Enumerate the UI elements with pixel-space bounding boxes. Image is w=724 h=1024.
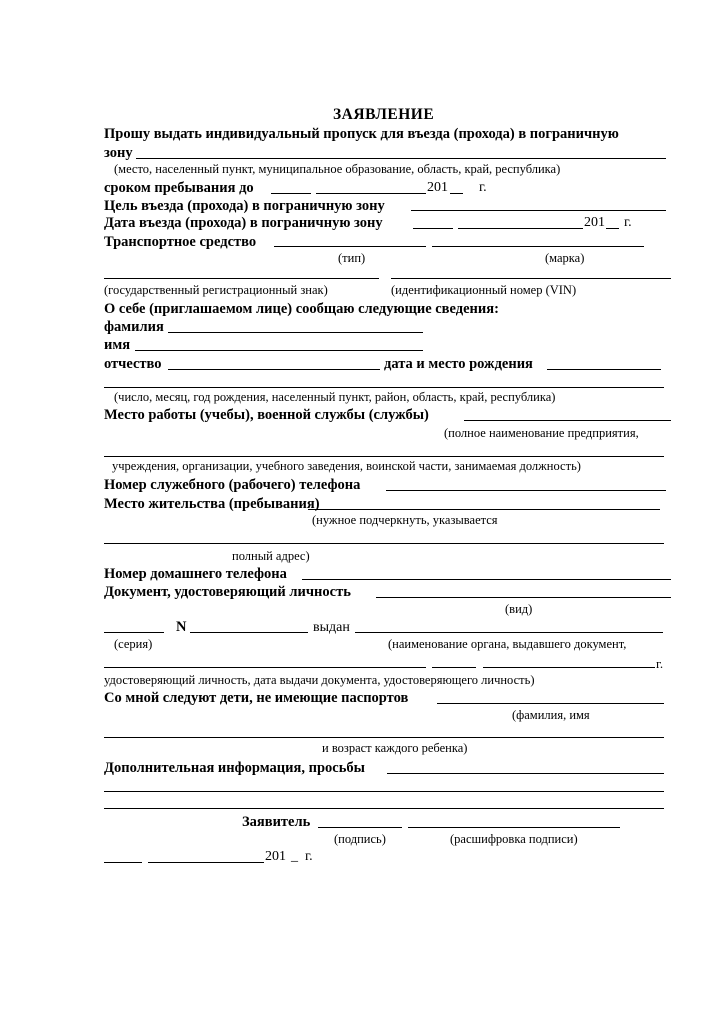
vin-hint: (идентификационный номер (VIN) <box>391 283 577 297</box>
issue-month-year-line[interactable] <box>483 667 655 668</box>
app-year-prefix: 201 <box>265 849 286 864</box>
surname-label: фамилия <box>104 319 164 335</box>
work-hint-2: учреждения, организации, учебного заведения, воинской части, занимаемая должность) <box>112 459 581 473</box>
surname-field-line[interactable] <box>168 332 423 333</box>
purpose-label: Цель въезда (прохода) в пограничную зону <box>104 198 385 214</box>
residence-hint-1: (нужное подчеркнуть, указывается <box>312 513 498 527</box>
vehicle-label: Транспортное средство <box>104 234 257 250</box>
birth-field-line[interactable] <box>547 369 661 370</box>
stay-month-line[interactable] <box>316 193 426 194</box>
regnum-line[interactable] <box>104 278 379 279</box>
patronymic-field-line[interactable] <box>168 369 380 370</box>
id-doc-field-line[interactable] <box>376 597 671 598</box>
entry-month-line[interactable] <box>458 228 583 229</box>
issued-label: выдан <box>313 620 350 635</box>
stay-year-prefix: 201 <box>427 180 448 195</box>
additional-field-line-2[interactable] <box>104 791 664 792</box>
additional-field-line-3[interactable] <box>104 808 664 809</box>
series-hint: (серия) <box>114 637 153 651</box>
children-hint-2: и возраст каждого ребенка) <box>322 741 468 755</box>
signature-hint: (подпись) <box>334 832 386 846</box>
additional-field-line[interactable] <box>387 773 664 774</box>
home-phone-label: Номер домашнего телефона <box>104 566 287 582</box>
stay-day-line[interactable] <box>271 193 311 194</box>
additional-label: Дополнительная информация, просьбы <box>104 760 365 776</box>
name-label: имя <box>104 337 131 353</box>
residence-hint-2: полный адрес) <box>232 549 310 563</box>
signature-decode-line[interactable] <box>408 827 620 828</box>
decode-hint: (расшифровка подписи) <box>450 832 578 846</box>
kind-hint: (вид) <box>505 602 533 616</box>
work-phone-label: Номер служебного (рабочего) телефона <box>104 477 361 493</box>
issuer-hint: (наименование органа, выдавшего документ, <box>388 637 627 651</box>
id-date-hint: удостоверяющий личность, дата выдачи документа, удостоверяющего личность) <box>104 673 535 687</box>
place-hint: (место, населенный пункт, муниципальное образование, область, край, республика) <box>114 162 561 176</box>
home-phone-field-line[interactable] <box>302 579 671 580</box>
children-field-line-2[interactable] <box>104 737 664 738</box>
zone-label: зону <box>104 145 133 161</box>
page-title: ЗАЯВЛЕНИЕ <box>333 106 435 123</box>
birth-field-line-2[interactable] <box>104 387 664 388</box>
work-phone-field-line[interactable] <box>386 490 666 491</box>
purpose-field-line[interactable] <box>411 210 666 211</box>
app-month-line[interactable] <box>148 862 264 863</box>
children-hint-1: (фамилия, имя <box>512 708 590 722</box>
brand-hint: (марка) <box>545 251 585 265</box>
vehicle-type-line[interactable] <box>274 246 426 247</box>
entry-date-label: Дата въезда (прохода) в пограничную зону <box>104 215 383 231</box>
series-field-line[interactable] <box>104 632 164 633</box>
entry-day-line[interactable] <box>413 228 453 229</box>
entry-year-suffix: г. <box>624 215 632 230</box>
issue-year-suffix: г. <box>656 656 664 671</box>
number-field-line[interactable] <box>190 632 308 633</box>
type-hint: (тип) <box>338 251 366 265</box>
stay-year-suffix: г. <box>479 180 487 195</box>
residence-field-line-2[interactable] <box>104 543 664 544</box>
zone-field-line[interactable] <box>136 158 666 159</box>
children-field-line[interactable] <box>437 703 664 704</box>
app-year-suffix: г. <box>305 849 313 864</box>
children-label: Со мной следуют дети, не имеющие паспортов <box>104 690 409 706</box>
name-field-line[interactable] <box>135 350 423 351</box>
app-year-blank: _ <box>291 849 298 864</box>
regnum-hint: (государственный регистрационный знак) <box>104 283 328 297</box>
stay-term-label: сроком пребывания до <box>104 180 254 196</box>
signature-line[interactable] <box>318 827 402 828</box>
id-doc-label: Документ, удостоверяющий личность <box>104 584 351 600</box>
vehicle-brand-line[interactable] <box>432 246 644 247</box>
request-text: Прошу выдать индивидуальный пропуск для въезда (прохода) в пограничную <box>104 126 619 142</box>
applicant-label: Заявитель <box>242 814 311 830</box>
birth-label: дата и место рождения <box>384 356 533 372</box>
residence-field-line[interactable] <box>308 509 660 510</box>
issued-field-line[interactable] <box>355 632 663 633</box>
work-hint-1: (полное наименование предприятия, <box>444 426 639 440</box>
birth-hint: (число, месяц, год рождения, населенный пункт, район, область, край, республика) <box>114 390 556 404</box>
stay-year-line[interactable] <box>450 193 463 194</box>
issuer-field-line[interactable] <box>104 667 426 668</box>
vin-line[interactable] <box>391 278 671 279</box>
app-day-line[interactable] <box>104 862 142 863</box>
entry-year-prefix: 201 <box>584 215 605 230</box>
patronymic-label: отчество <box>104 356 162 372</box>
entry-year-line[interactable] <box>606 228 619 229</box>
work-label: Место работы (учебы), военной службы (службы) <box>104 407 429 423</box>
residence-label: Место жительства (пребывания) <box>104 496 320 512</box>
work-field-line-2[interactable] <box>104 456 664 457</box>
about-heading: О себе (приглашаемом лице) сообщаю следующие сведения: <box>104 301 499 317</box>
work-field-line[interactable] <box>464 420 671 421</box>
issue-day-line[interactable] <box>432 667 476 668</box>
number-label: N <box>176 619 187 635</box>
